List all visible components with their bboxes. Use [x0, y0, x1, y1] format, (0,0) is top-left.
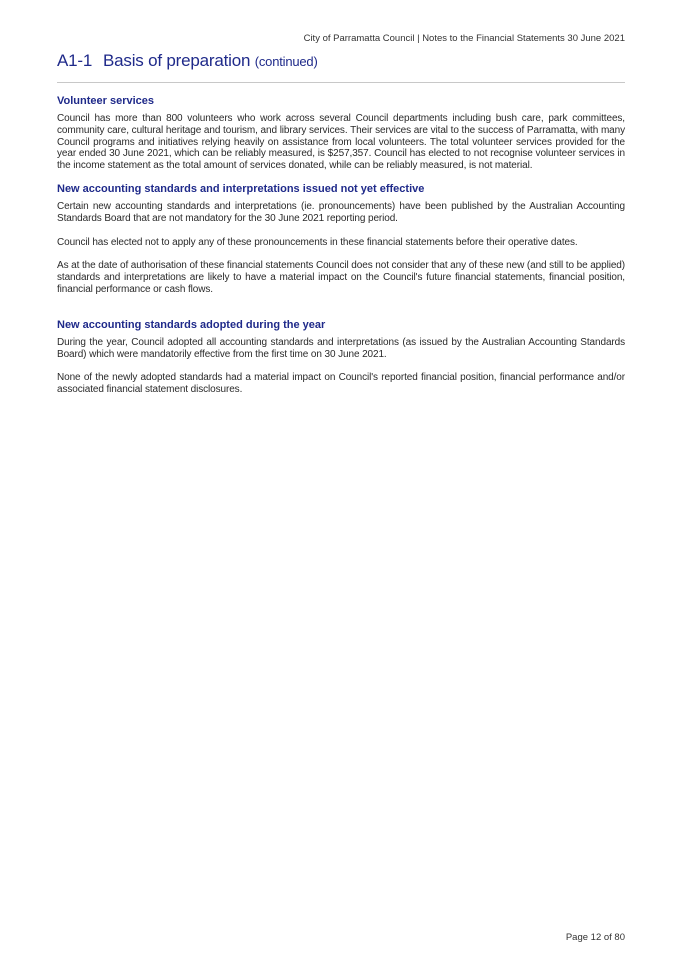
volunteer-services-paragraph: Council has more than 800 volunteers who work across several Council departments including bush care, park committees, community care, cultural heritage and tourism, and library services. Their services are vital to the success of Parramatta, with many Council programs and initiatives relying heavily on assistance from local volunteers. The total volunteer services provided for the year ended 30 June 2021, which can be reliably measured, is $257,357. Council has elected to not recognise volunteer services in the income statement as the total amount of services donated, while can be reliably measured, is not material.: [57, 113, 625, 172]
section-title: Basis of preparation: [103, 51, 251, 70]
not-yet-effective-heading: New accounting standards and interpretations issued not yet effective: [57, 182, 425, 195]
heading-divider: [57, 82, 625, 83]
section-number: A1-1: [57, 51, 93, 70]
adopted-standards-paragraph-1: During the year, Council adopted all accounting standards and interpretations (as issued by the Australian Accounting Standards Board) which were mandatorily effective from the first time on 30 June 2021.: [57, 336, 625, 360]
section-continued-note: (continued): [254, 54, 318, 69]
volunteer-services-heading: Volunteer services: [57, 95, 155, 107]
page-body: [57, 94, 625, 396]
adopted-standards-paragraph-2: None of the newly adopted standards had a material impact on Council's reported financial position, financial performance and/or associated financial statement disclosures.: [57, 372, 625, 396]
not-yet-effective-paragraph-2: Council has elected not to apply any of these pronouncements in these financial statements before their operative dates.: [57, 236, 578, 248]
section-heading: [57, 51, 318, 71]
not-yet-effective-paragraph-1: Certain new accounting standards and interpretations (ie. pronouncements) have been published by the Australian Accounting Standards Board that are not mandatory for the 30 June 2021 reporting period.: [57, 200, 625, 224]
adopted-standards-heading: New accounting standards adopted during the year: [57, 318, 326, 331]
running-header: City of Parramatta Council | Notes to the Financial Statements 30 June 2021: [303, 33, 625, 44]
page-number: Page 12 of 80: [565, 932, 625, 943]
not-yet-effective-paragraph-3: As at the date of authorisation of these financial statements Council does not consider that any of these new (and still to be applied) standards and interpretations are likely to have a material impact on the Council's future financial statements, financial position, financial performance or cash flows.: [57, 260, 625, 295]
